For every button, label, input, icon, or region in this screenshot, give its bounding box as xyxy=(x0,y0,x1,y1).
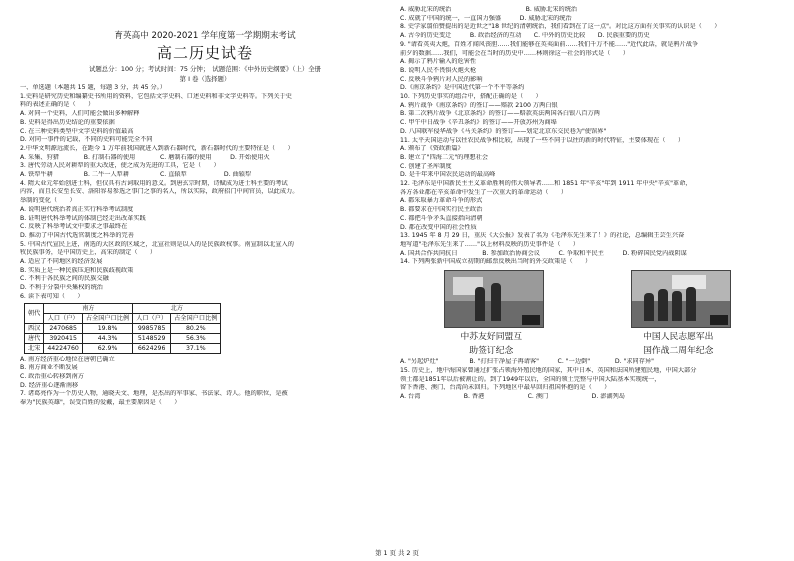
table-cell: 3920415 xyxy=(44,333,83,343)
page-footer: 第 1 页 共 2 页 xyxy=(375,549,419,557)
text-line: C. 在三种史料类型中文字史料的价值最高 xyxy=(20,127,134,135)
stamp-images xyxy=(400,270,774,328)
text-line: 地写道"毛泽东先生来了……"以上材料反映的历史事件是（ ） xyxy=(400,240,579,248)
text-line: 前夕的数据……我们，可能会在当时的历史中……林则徐这一社会的形式是（ ） xyxy=(400,49,629,57)
left-question-text xyxy=(20,84,390,302)
table-cell: 唐代 xyxy=(25,333,44,343)
text-line: C. 都把斗争矛头直接指向清朝 xyxy=(400,214,483,222)
text-line: 内容，而且长安至长安、洛阳容易参选之事门之事的名人，所以实际，政府招门中间官员，以此成力。 xyxy=(20,188,299,196)
text-line: A. 南方经济重心地位在唐朝已确立 xyxy=(20,355,115,363)
text-line: B. 建立了"四海二元"的理想社会 xyxy=(400,153,489,161)
text-line: 留下香港、澳门、台湾尚未回归。下列地区中最早回归祖国怀抱的是（ ） xyxy=(400,384,611,392)
text-line: 8. 史学家翦伯赞提出的是近世之"18 世纪的清朝统治，我们看到在了这一点"。对比这方面有关事实的认识是（ ） xyxy=(400,23,721,31)
text-line: A. 对同一个史料，人们可能会做出多种解释 xyxy=(20,110,140,118)
text-line: 7. 诸葛亮作为一个历史人物，通晓天文、地理，是杰出的军事家、书法家、诗人。他的职位，是被 xyxy=(20,390,288,398)
table-cell: 37.1% xyxy=(171,343,221,353)
text-line: B. 史料是得出历史结论的重要依据 xyxy=(20,118,115,126)
text-line: A. 适应了不同地区的经济发展 xyxy=(20,258,103,266)
exam-title: 高二历史试卷 xyxy=(156,44,253,62)
table-subheader: 人口（户） xyxy=(44,313,83,323)
text-line: 一、单选题（本题共 15 题，每题 3 分，共 45 分。） xyxy=(20,84,166,91)
text-line: A. 台湾 B. 香港 C. 澳门 D. 澎湖列岛 xyxy=(400,392,625,400)
text-line: A. 说明唐代统治者真正实行科举考试制度 xyxy=(20,205,134,213)
text-line: 1.史料是研究历史和编纂史书所用的资料，它包括文字史料、口述史料和非文字史料等。下列关于史 xyxy=(20,92,292,100)
table-header-dynasty: 朝代 xyxy=(25,303,44,323)
text-line: A. 铁犁牛耕 B. 二牛一人犁耕 C. 直辕犁 D. 曲辕犁 xyxy=(20,171,252,179)
text-line: 12. 毛泽东是中国新民主主义革命胜利的伟大领导者……和 1851 年"辛亥"年到 1911 年中央"辛亥"革命， xyxy=(400,180,692,188)
stamp-caption: 助签订纪念 xyxy=(469,346,514,357)
stamp-caption: 中国人民志愿军出 xyxy=(643,332,714,343)
text-line: 举制的变化（ ） xyxy=(20,197,76,205)
table-subheader: 占全国户口比例 xyxy=(82,313,132,323)
population-table xyxy=(24,303,221,354)
text-line: B. 第二次鸦片战争《北京条约》的签订——赔款英法两国各白银八百万两 xyxy=(400,110,600,118)
text-line: D. 对同一事件的记载，不同的史料可能完全不同 xyxy=(20,136,153,144)
text-line: C. 反映斗争鸦片对人民的影响 xyxy=(400,75,483,83)
table-cell: 北宋 xyxy=(25,343,44,353)
text-line: C. 创建了圣库制度 xyxy=(400,162,452,170)
table-cell: 19.8% xyxy=(82,323,132,333)
text-line: D. 都在改变中国的社会性质 xyxy=(400,223,477,231)
table-cell: 2470685 xyxy=(44,323,83,333)
stamp-captions xyxy=(400,330,774,358)
friendship-treaty-stamp xyxy=(444,270,544,328)
text-line: B. 都要求在中国实行民主政治 xyxy=(400,206,483,214)
table-body xyxy=(25,323,221,353)
table-cell: 62.9% xyxy=(82,343,132,353)
table-header-south: 南方 xyxy=(44,303,133,313)
right-column xyxy=(400,6,774,402)
text-line: C. 不利于各民族之间的民族交融 xyxy=(20,275,109,283)
table-header-north: 北方 xyxy=(133,303,221,313)
table-cell: 9985785 xyxy=(133,323,171,333)
table-row xyxy=(25,343,221,353)
text-line: A. 采集、狩猎 B. 打制石器的使用 C. 磨制石器的使用 D. 开始使用火 xyxy=(20,153,270,161)
stamp-caption: 中苏友好同盟互 xyxy=(460,332,523,343)
right-question-text-2 xyxy=(400,358,774,402)
text-line: 14. 下列两张新中国成立初期的邮票反映出当时的外交政策是（ ） xyxy=(400,258,592,266)
text-line: 11. 太平天国运动与以往农民战争相比较，出现了一些不同于以往的新的时代特征，主要体现在（ ） xyxy=(400,136,685,144)
text-line: 10. 下列历史事实的组合中，搭配正确的是（ ） xyxy=(400,93,542,101)
text-line: A. 古今的历史变迁 B. 政治经济的互动 C. 中外的历史比较 D. 民族重要的历史 xyxy=(400,32,650,40)
table-cell: 西汉 xyxy=(25,323,44,333)
text-line: 奉为"民族英雄"，误受百姓的爱戴，最主要原因是（ ） xyxy=(20,399,181,407)
text-line: D. 是千年来中国农民运动的最高峰 xyxy=(400,171,496,179)
text-line: D. 八国联军侵华战争《马关条约》的签订——划定北京东交民巷为"使馆界" xyxy=(400,127,607,135)
text-line: B. 证明唐代科举考试的体制已经走出改革实践 xyxy=(20,214,146,222)
text-line: D. 不利于分裂中央集权的统治 xyxy=(20,284,103,292)
table-cell: 80.2% xyxy=(171,323,221,333)
text-line: 4. 隋大业元年始创进士科，但仅具有古词取用的意义。到唐玄宗时期，诗赋成为进士科主要的考试 xyxy=(20,179,288,187)
table-cell: 44.3% xyxy=(82,333,132,343)
text-line: A. 国共合作共同抗日 B. 参加政治协商会议 C. 争取和平民主 D. 粉碎国民党内战阴谋 xyxy=(400,249,687,257)
right-question-text xyxy=(400,6,774,267)
table-row xyxy=(25,333,221,343)
text-line: 领土都是1851年以后被割让的。到了1949年以后，全国的领土完整与中国大陆基本实现统一， xyxy=(400,375,661,383)
text-line: 13. 1945 年 8 月 29 日，重庆《大公报》发表了名为《毛泽东先生来了！》的社论，总编辑王芸生兴奋 xyxy=(400,232,685,240)
left-question-text-2 xyxy=(20,356,390,408)
text-line: C. 甲午中日战争《辛丑条约》的签订——开放苏州为商埠 xyxy=(400,119,557,127)
text-line: 料的表述正确的是（ ） xyxy=(20,101,95,109)
text-line: D. 推动了中国古代选官制度之科举的完善 xyxy=(20,231,134,239)
text-line: A. 都采取暴力革命斗争的形式 xyxy=(400,197,483,205)
text-line: 15. 历史上，地中海国家曾通过扩张占领海外殖民地的国家，其中日本、英国和法国所建殖民地，中国大部分 xyxy=(400,366,697,374)
stamp-caption: 国作战二周年纪念 xyxy=(643,346,714,357)
text-line: A. 鸦片战争《南京条约》的签订——赔款 2100 万两白银 xyxy=(400,101,558,109)
text-line: 9. "请看英夷大炮，百姓才闻风丧胆……我们能够在英夷面前……我们千万不能……"近代此话，就是鸦片战争 xyxy=(400,40,699,48)
text-line: B. 实质上是一种民族压迫和民族歧视政策 xyxy=(20,266,134,274)
school-header: 育英高中 2020-2021 学年度第一学期期末考试 xyxy=(114,31,296,41)
text-line: 6. 读下表可知（ ） xyxy=(20,292,84,300)
table-cell: 44224760 xyxy=(44,343,83,353)
text-line: 各方各业都在辛亥革命中发生了一次重大的革命运动（ ） xyxy=(400,188,568,196)
table-cell: 56.3% xyxy=(171,333,221,343)
text-line: 3. 唐代劳动人民对耕犁的重大改进，使之成为先进的工具，它是（ ） xyxy=(20,162,220,170)
volunteer-army-stamp xyxy=(631,270,731,328)
text-line: A. "另起炉灶" B. "打扫干净屋子再请客" C. "一边倒" D. "求同存异" xyxy=(400,358,654,366)
table-cell: 6624296 xyxy=(133,343,171,353)
text-line: B. 南方商业不断发展 xyxy=(20,364,78,372)
text-line: 牧民族事务，是中国历史上，高宋的制定（ ） xyxy=(20,249,157,257)
text-line: 2.中华文明源远流长，在距今 1 万年前我国就进入到新石器时代，新石器时代的主要特征是（ ） xyxy=(20,144,294,152)
text-line: A. 颁布了《资政新篇》 xyxy=(400,145,464,153)
text-line: A. 威胁北宋的统治 B. 威胁北宋的统治 xyxy=(400,6,578,13)
text-line: 5. 中国古代宣民上进，南选的大区政的区域之，北宣社则是以入的是民族政权事。南宣制以北宣入的 xyxy=(20,240,294,248)
exam-info: 试题总分：100 分；考试时间：75 分钟； 试题范围：《中外历史纲要》（上）全册 xyxy=(88,65,322,73)
text-line: B. 说明人民不畏惧火炮火枪 xyxy=(400,66,477,74)
table-subheader: 占全国户口比例 xyxy=(171,313,221,323)
text-line: C. 反映了科举考试文中要求之事最终在 xyxy=(20,223,128,231)
left-column xyxy=(20,6,390,408)
table-subheader: 人口（户） xyxy=(133,313,171,323)
text-line: D.《南京条约》是中国近代第一个不平等条约 xyxy=(400,84,525,92)
table-row xyxy=(25,323,221,333)
text-line: C. 政治重心转移到南方 xyxy=(20,372,84,380)
text-line: C. 成就了中国的统一，一直国力强盛 D. 威胁北宋的统治 xyxy=(400,14,572,22)
table-cell: 5148529 xyxy=(133,333,171,343)
text-line: D. 经济重心逐渐南移 xyxy=(20,381,79,389)
section-title: 第 I 卷（选择题） xyxy=(179,75,231,83)
text-line: A. 揭示了鸦片输入的危害性 xyxy=(400,58,477,66)
